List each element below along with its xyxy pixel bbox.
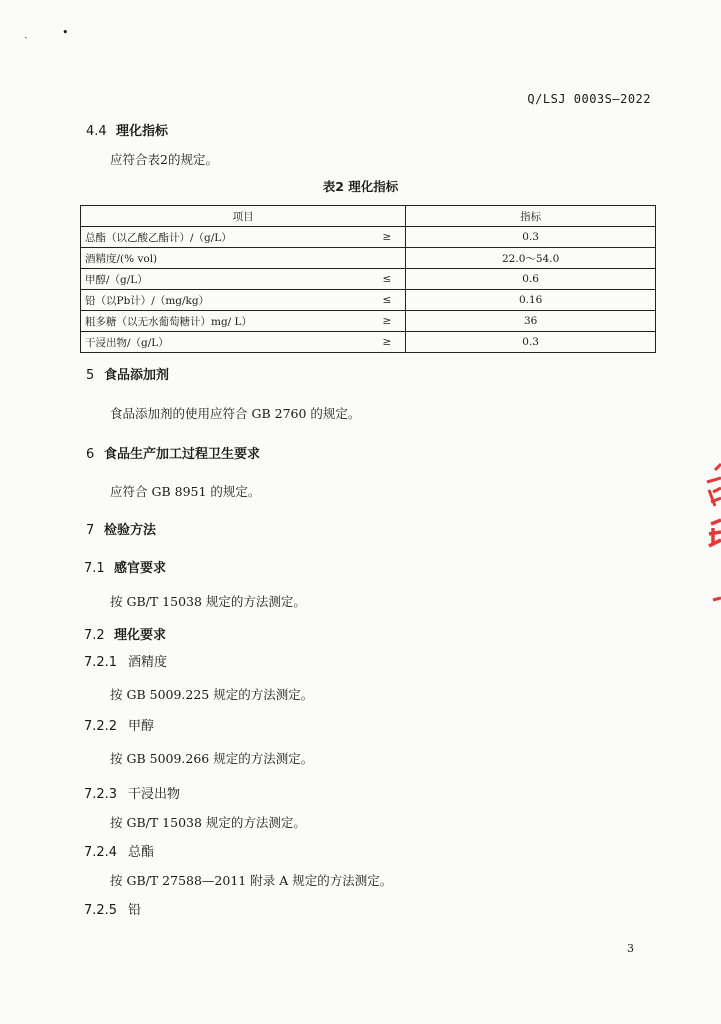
section-number: 7.2 xyxy=(84,628,105,643)
section-number: 5 xyxy=(86,368,95,383)
row-item: 干浸出物/（g/L） xyxy=(81,332,379,353)
column-header: 项目 xyxy=(81,206,406,227)
section-number: 6 xyxy=(86,447,95,462)
paragraph: 应符合表2的规定。 xyxy=(110,152,218,167)
section-heading-7-2 xyxy=(84,624,166,643)
section-title: 总酯 xyxy=(128,845,155,860)
row-value: 0.3 xyxy=(406,332,656,353)
document-code: Q/LSJ 0003S—2022 xyxy=(527,92,651,106)
row-value: 36 xyxy=(406,311,656,332)
section-heading-7-1 xyxy=(84,557,166,576)
section-title: 食品添加剂 xyxy=(104,368,170,383)
row-item: 甲醇/（g/L） xyxy=(81,269,379,290)
section-heading-4-4 xyxy=(86,120,168,139)
row-item: 酒精度/(% vol) xyxy=(81,248,379,269)
table-row xyxy=(81,290,656,311)
row-operator: ≥ xyxy=(378,227,405,248)
paragraph: 按 GB 5009.266 规定的方法测定。 xyxy=(110,751,314,766)
row-value: 0.3 xyxy=(406,227,656,248)
row-operator xyxy=(378,248,405,269)
section-number: 7.2.3 xyxy=(84,787,118,802)
section-title: 感官要求 xyxy=(114,561,167,576)
section-heading-7-2-4 xyxy=(84,841,154,860)
section-title: 理化要求 xyxy=(114,628,167,643)
table-row xyxy=(81,332,656,353)
section-heading-7-2-5 xyxy=(84,899,141,918)
paragraph: 按 GB/T 27588—2011 附录 A 规定的方法测定。 xyxy=(110,873,393,888)
section-title: 检验方法 xyxy=(104,523,157,538)
row-value: 0.6 xyxy=(406,269,656,290)
section-heading-5 xyxy=(86,364,169,383)
paragraph: 食品添加剂的使用应符合 GB 2760 的规定。 xyxy=(110,406,361,421)
row-item: 粗多糖（以无水葡萄糖计）mg/ L） xyxy=(81,311,379,332)
section-heading-7-2-3 xyxy=(84,783,180,802)
section-title: 干浸出物 xyxy=(128,787,181,802)
column-header: 指标 xyxy=(406,206,656,227)
paragraph: 应符合 GB 8951 的规定。 xyxy=(110,484,261,499)
section-number: 7.2.1 xyxy=(84,655,118,670)
scan-mark: • xyxy=(62,26,69,39)
section-heading-7-2-2 xyxy=(84,715,154,734)
table-row xyxy=(81,269,656,290)
table-row xyxy=(81,248,656,269)
table-header-row xyxy=(81,206,656,227)
row-operator: ≥ xyxy=(378,311,405,332)
row-value: 22.0〜54.0 xyxy=(406,248,656,269)
section-number: 7.2.2 xyxy=(84,719,118,734)
section-title: 甲醇 xyxy=(128,719,155,734)
section-number: 7.2.5 xyxy=(84,903,118,918)
section-number: 4.4 xyxy=(86,124,107,139)
section-number: 7 xyxy=(86,523,95,538)
page-number: 3 xyxy=(627,942,634,955)
row-operator: ≤ xyxy=(378,290,405,311)
section-heading-7 xyxy=(86,519,156,538)
table-caption: 表2 理化指标 xyxy=(322,179,399,194)
row-operator: ≤ xyxy=(378,269,405,290)
section-title: 理化指标 xyxy=(116,124,169,139)
scan-mark: ˎ xyxy=(24,26,28,39)
section-title: 铅 xyxy=(128,903,142,918)
row-operator: ≥ xyxy=(378,332,405,353)
paragraph: 按 GB/T 15038 规定的方法测定。 xyxy=(110,815,306,830)
paragraph: 按 GB 5009.225 规定的方法测定。 xyxy=(110,687,314,702)
paragraph: 按 GB/T 15038 规定的方法测定。 xyxy=(110,594,306,609)
section-number: 7.2.4 xyxy=(84,845,118,860)
section-heading-6 xyxy=(86,443,260,462)
row-item: 铅（以Pb计）/（mg/kg） xyxy=(81,290,379,311)
table-row xyxy=(81,311,656,332)
row-value: 0.16 xyxy=(406,290,656,311)
row-item: 总酯（以乙酸乙酯计）/（g/L） xyxy=(81,227,379,248)
seal-fragment xyxy=(701,462,721,612)
spec-table xyxy=(80,205,656,353)
section-heading-7-2-1 xyxy=(84,651,167,670)
section-title: 酒精度 xyxy=(128,655,168,670)
section-number: 7.1 xyxy=(84,561,105,576)
section-title: 食品生产加工过程卫生要求 xyxy=(104,447,261,462)
table-row xyxy=(81,227,656,248)
